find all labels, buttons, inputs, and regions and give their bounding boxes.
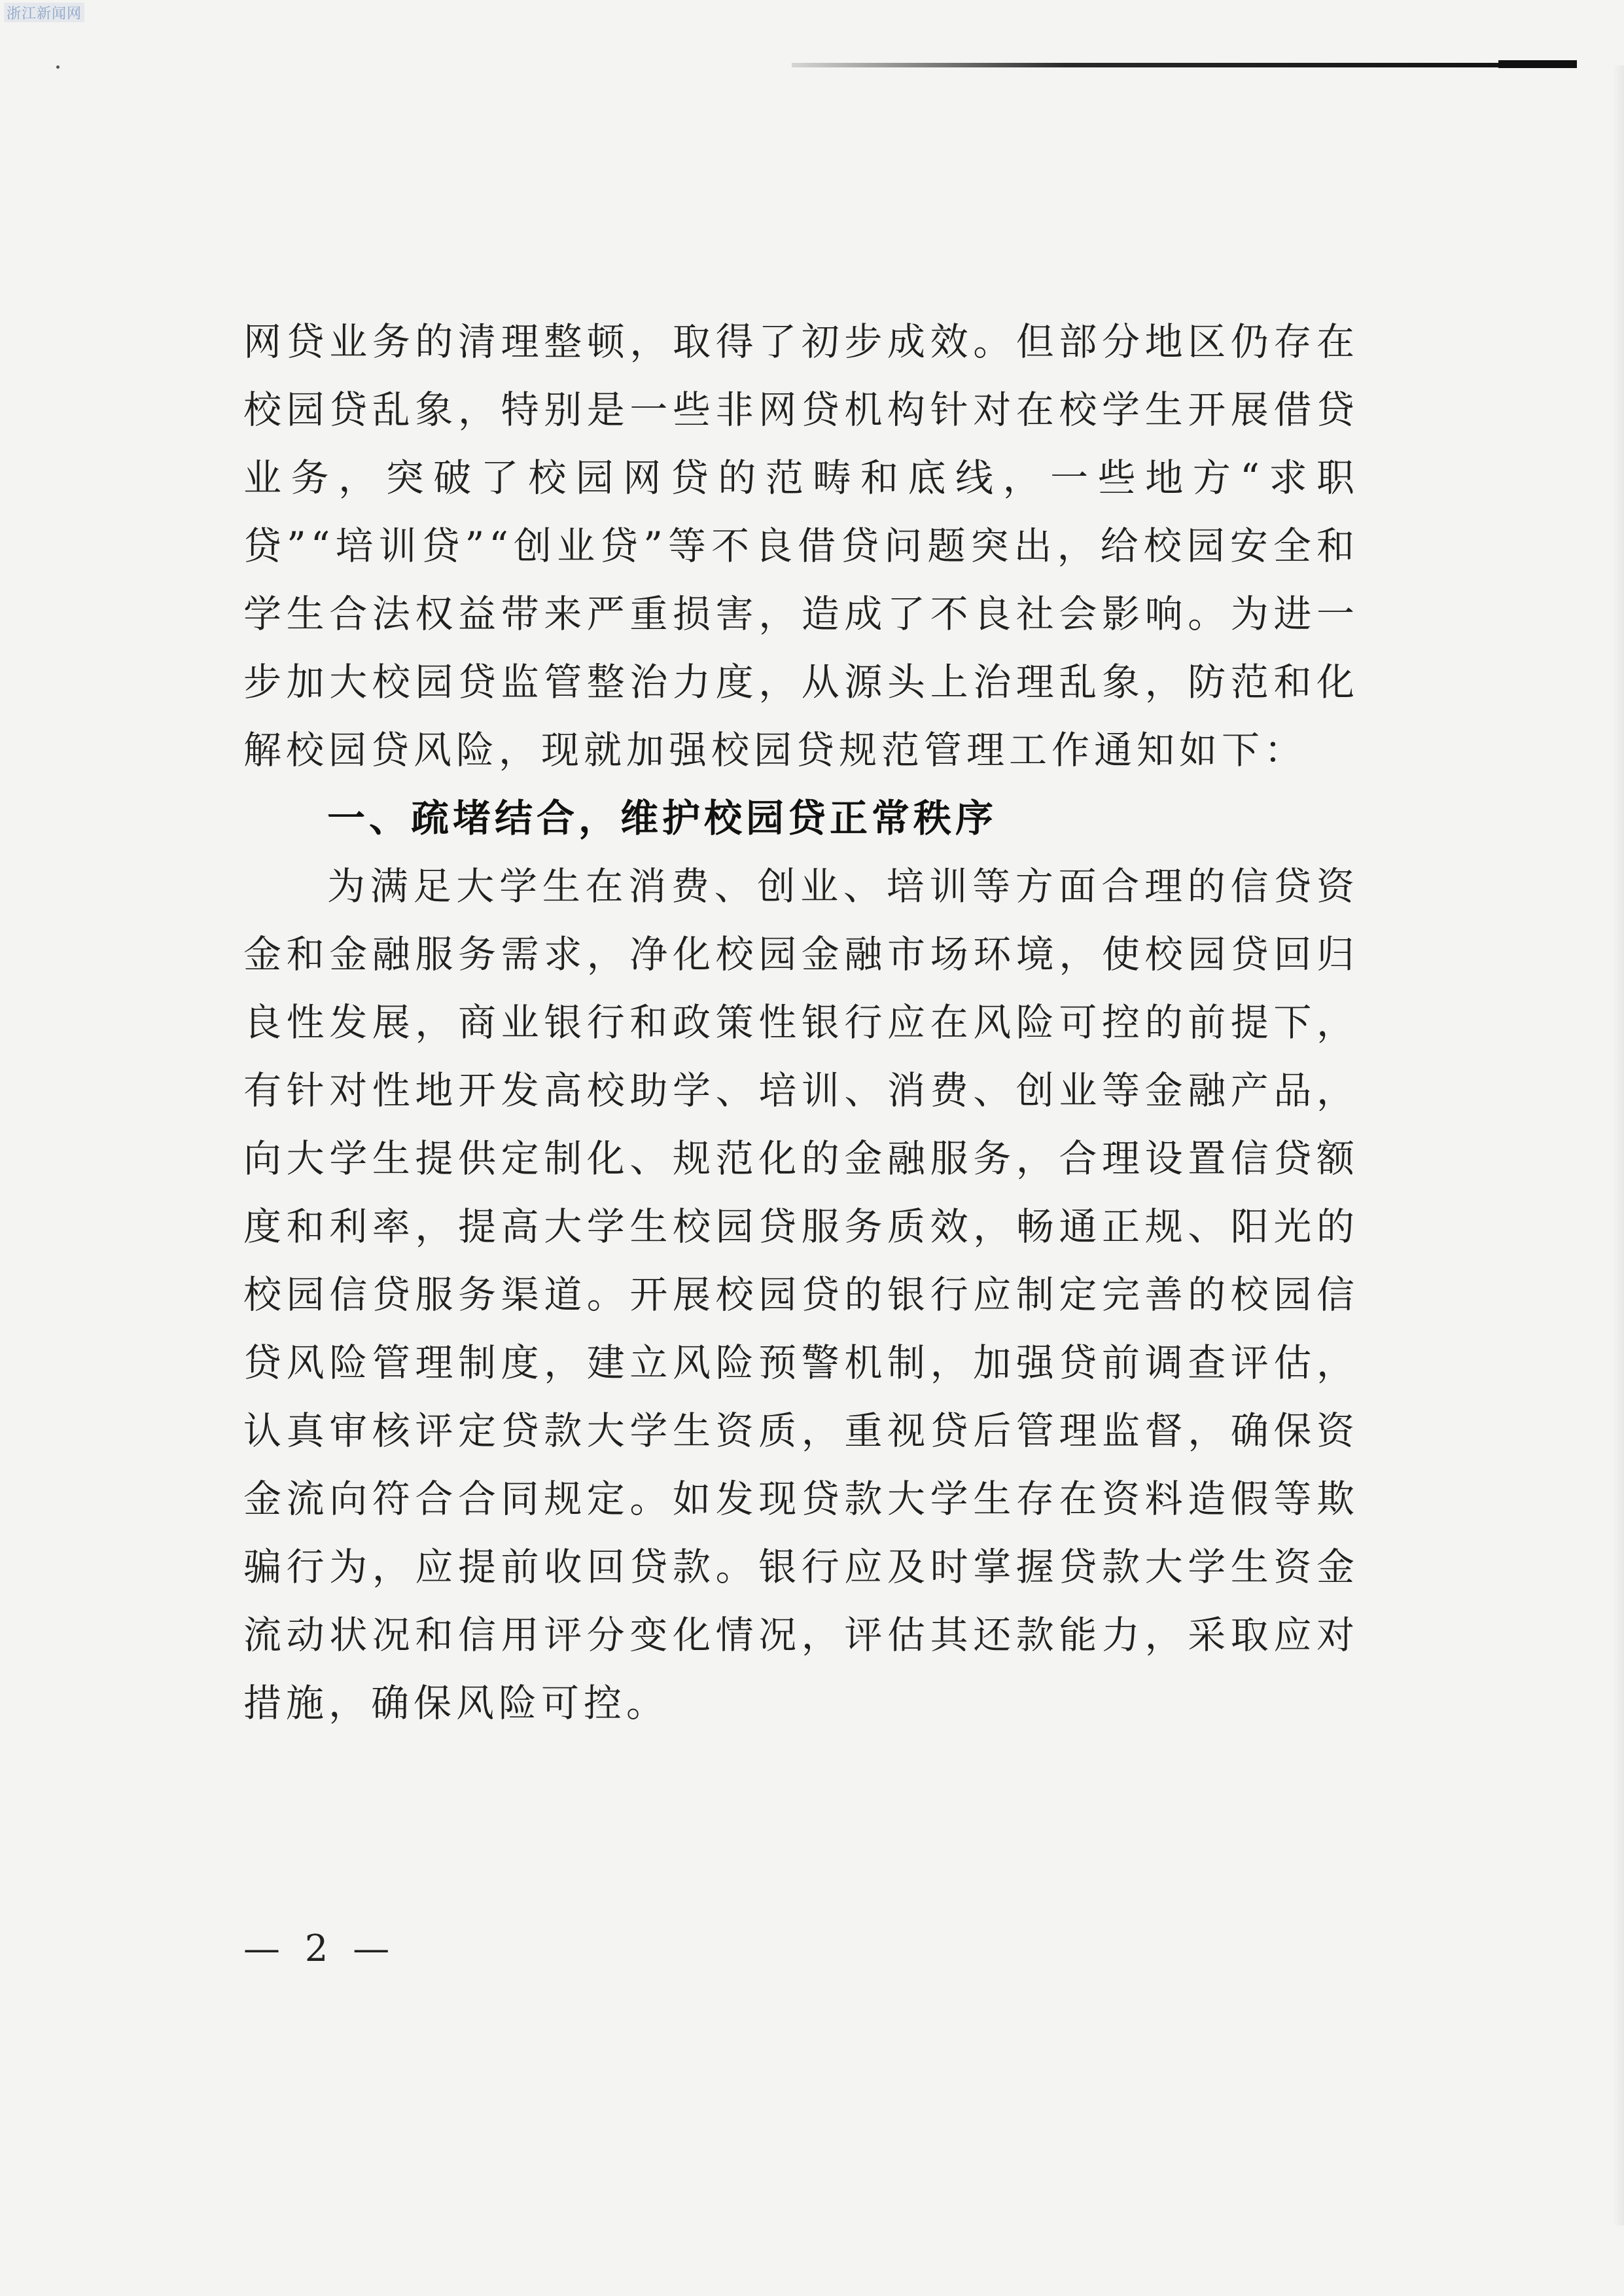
paragraph-continued: 网贷业务的清理整顿，取得了初步成效。但部分地区仍存在校园贷乱象，特别是一些非网贷机构针对在校学生开展借贷业务，突破了校园网贷的范畴和底线，一些地方“求职贷”“培训贷”“创业贷”等不良借贷问题突出，给校园安全和学生合法权益带来严重损害，造成了不良社会影响。为进一步加大校园贷监管整治力度，从源头上治理乱象，防范和化解校园贷风险，现就加强校园贷规范管理工作通知如下： [243, 319, 1359, 772]
page-number: — 2 — [243, 1928, 397, 1970]
body-text [243, 308, 1359, 1737]
scan-speck [56, 65, 60, 69]
paragraph: 为满足大学生在消费、创业、培训等方面合理的信贷资金和金融服务需求，净化校园金融市场环境，使校园贷回归良性发展，商业银行和政策性银行应在风险可控的前提下，有针对性地开发高校助学、培训、消费、创业等金融产品，向大学生提供定制化、规范化的金融服务，合理设置信贷额度和利率，提高大学生校园贷服务质效，畅通正规、阳光的校园信贷服务渠道。开展校园贷的银行应制定完善的校园信贷风险管理制度，建立风险预警机制，加强贷前调查评估，认真审核评定贷款大学生资质，重视贷后管理监督，确保资金流向符合合同规定。如发现贷款大学生存在资料造假等欺骗行为，应提前收回贷款。银行应及时掌握贷款大学生资金流动状况和信用评分变化情况，评估其还款能力，采取应对措施，确保风险可控。 [243, 864, 1359, 1725]
watermark-logo: 浙江新闻网 [4, 3, 84, 22]
section-heading: 一、疏堵结合，维护校园贷正常秩序 [327, 796, 998, 840]
top-rule [792, 63, 1577, 67]
top-rule-end [1498, 60, 1577, 68]
page-edge-shadow [1612, 65, 1624, 2225]
